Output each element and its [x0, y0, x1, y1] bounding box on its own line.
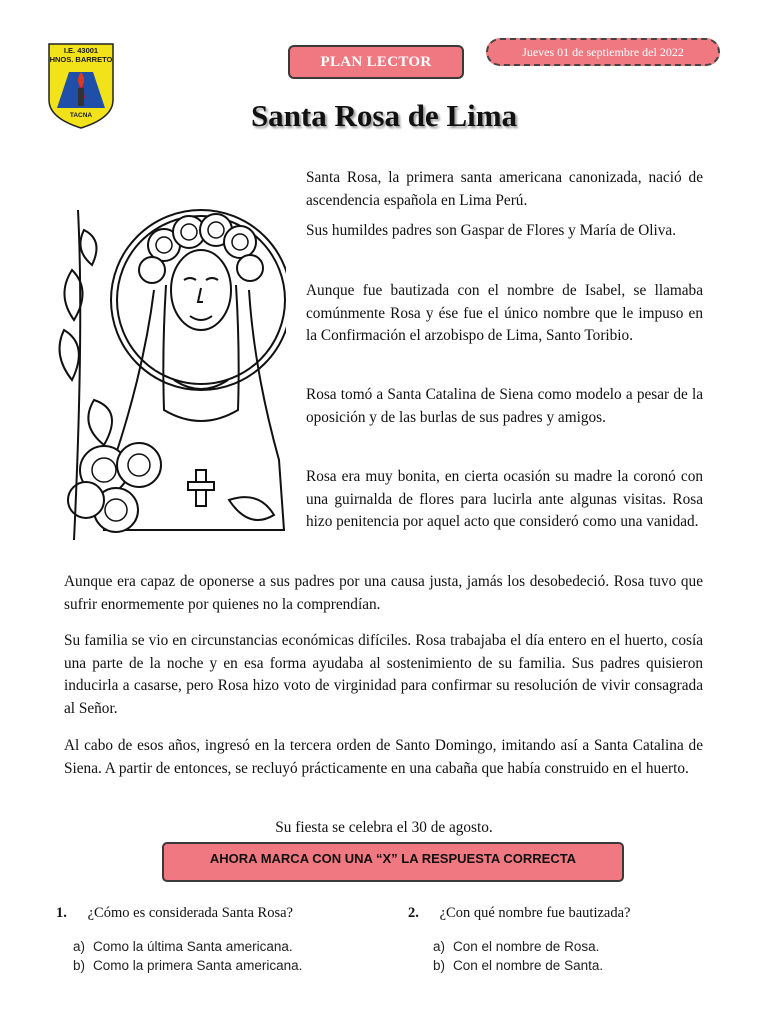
- plan-lector-label: PLAN LECTOR: [288, 45, 464, 79]
- date-label: Jueves 01 de septiembre del 2022: [486, 38, 720, 66]
- q1-option-b[interactable]: [73, 958, 302, 973]
- paragraph-7: Su familia se vio en circunstancias económicas difíciles. Rosa trabajaba el día entero en el huerto, cosía una parte de la noche y en esa forma ayudaba al sostenimiento de su familia. Sus padres quisieron inducirla a casarse, pero Rosa hizo voto de virginidad para confirmar su resolución de vivir consagrada al Señor.: [64, 632, 703, 717]
- option-letter: b): [433, 958, 446, 973]
- option-letter: b): [73, 958, 86, 973]
- option-letter: a): [433, 939, 446, 954]
- option-text: Con el nombre de Rosa.: [453, 939, 600, 954]
- question-1: [56, 905, 293, 922]
- saint-portrait-icon: [44, 170, 286, 546]
- feast-line: Su fiesta se celebra el 30 de agosto.: [275, 819, 493, 836]
- santa-rosa-illustration: [44, 170, 286, 546]
- question-text: ¿Cómo es considerada Santa Rosa?: [87, 905, 293, 921]
- paragraph-8: Al cabo de esos años, ingresó en la tercera orden de Santo Domingo, imitando así a Santa Catalina de Siena. A partir de entonces, se recluyó prácticamente en una cabaña que había construido en el huerto.: [64, 737, 703, 777]
- q2-option-b[interactable]: [433, 958, 603, 973]
- option-text: Como la última Santa americana.: [93, 939, 293, 954]
- page-title: Santa Rosa de Lima: [250, 98, 518, 133]
- logo-city: TACNA: [69, 112, 93, 119]
- question-text: ¿Con qué nombre fue bautizada?: [439, 905, 631, 921]
- paragraph-1: Santa Rosa, la primera santa americana canonizada, nació de ascendencia española en Lima Perú.: [306, 169, 703, 209]
- logo-line2: HNOS. BARRETO: [49, 55, 113, 64]
- option-letter: a): [73, 939, 86, 954]
- paragraph-2: Sus humildes padres son Gaspar de Flores y María de Oliva.: [306, 222, 677, 239]
- question-number: 2.: [408, 905, 419, 921]
- instructions-banner: AHORA MARCA CON UNA “X” LA RESPUESTA CORRECTA: [162, 842, 624, 882]
- q2-option-a[interactable]: [433, 939, 599, 954]
- paragraph-5: Rosa era muy bonita, en cierta ocasión su madre la coronó con una guirnalda de flores para lucirla ante algunas visitas. Rosa hizo penitencia por aquel acto que consideró como una vanidad.: [306, 468, 703, 530]
- question-number: 1.: [56, 905, 67, 921]
- q1-option-a[interactable]: [73, 939, 293, 954]
- option-text: Como la primera Santa americana.: [93, 958, 303, 973]
- option-text: Con el nombre de Santa.: [453, 958, 604, 973]
- paragraph-3: Aunque fue bautizada con el nombre de Isabel, se llamaba comúnmente Rosa y ése fue el único nombre que le impuso en la Confirmación el arzobispo de Lima, Santo Toribio.: [306, 282, 703, 344]
- logo-line1: I.E. 43001: [63, 46, 99, 55]
- paragraph-6: Aunque era capaz de oponerse a sus padres por una causa justa, jamás los desobedeció. Rosa tuvo que sufrir enormemente por quienes no la comprendían.: [64, 573, 703, 613]
- paragraph-4: Rosa tomó a Santa Catalina de Siena como modelo a pesar de la oposición y de las burlas de sus padres y amigos.: [306, 386, 703, 426]
- question-2: [408, 905, 630, 922]
